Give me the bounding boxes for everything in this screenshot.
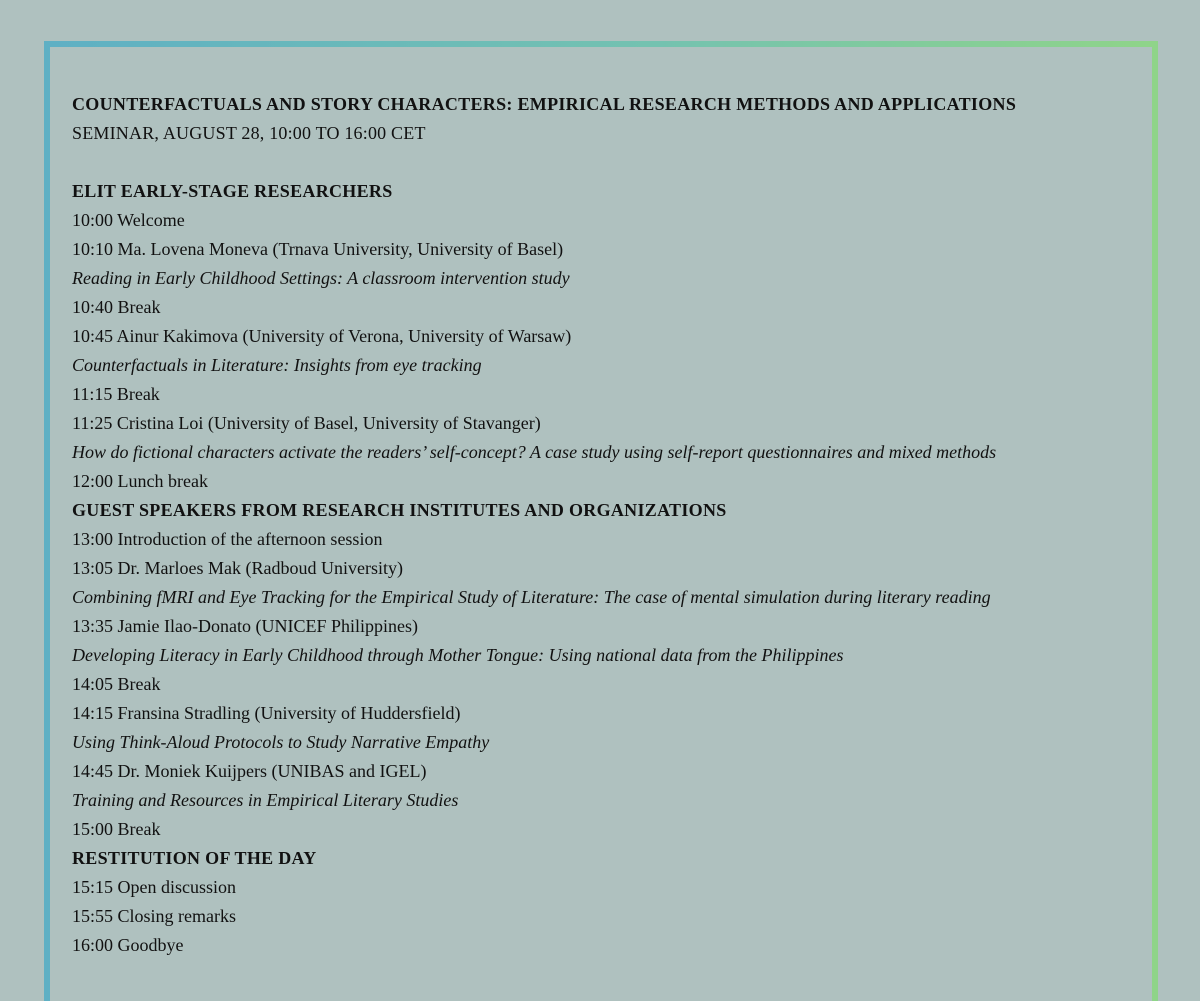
talk-title: Using Think-Aloud Protocols to Study Narrative Empathy	[72, 732, 490, 752]
talk-title: Combining fMRI and Eye Tracking for the Empirical Study of Literature: The case of mental simulation during literary reading	[72, 587, 991, 607]
schedule-item: 12:00 Lunch break	[72, 471, 208, 491]
schedule-item: 16:00 Goodbye	[72, 935, 184, 955]
schedule-item: 11:15 Break	[72, 384, 160, 404]
schedule-item: 13:00 Introduction of the afternoon session	[72, 529, 383, 549]
talk-title: Training and Resources in Empirical Literary Studies	[72, 790, 459, 810]
schedule-item: 10:00 Welcome	[72, 210, 185, 230]
schedule-item: 10:45 Ainur Kakimova (University of Verona, University of Warsaw)	[72, 326, 572, 346]
schedule-item: 13:05 Dr. Marloes Mak (Radboud University)	[72, 558, 403, 578]
schedule-item: 13:35 Jamie Ilao-Donato (UNICEF Philippines)	[72, 616, 418, 636]
schedule-item: 15:00 Break	[72, 819, 161, 839]
program-content	[72, 90, 1172, 960]
schedule-item: 11:25 Cristina Loi (University of Basel, University of Stavanger)	[72, 413, 541, 433]
talk-title: Reading in Early Childhood Settings: A classroom intervention study	[72, 268, 570, 288]
schedule-item: 14:45 Dr. Moniek Kuijpers (UNIBAS and IGEL)	[72, 761, 427, 781]
spacer	[72, 148, 1172, 177]
section-heading-restitution: RESTITUTION OF THE DAY	[72, 848, 317, 868]
schedule-item: 14:15 Fransina Stradling (University of Huddersfield)	[72, 703, 461, 723]
section-heading-early-stage: ELIT EARLY-STAGE RESEARCHERS	[72, 181, 393, 201]
schedule-item: 15:55 Closing remarks	[72, 906, 236, 926]
schedule-item: 10:10 Ma. Lovena Moneva (Trnava University, University of Basel)	[72, 239, 564, 259]
talk-title: Developing Literacy in Early Childhood through Mother Tongue: Using national data from the Philippines	[72, 645, 844, 665]
talk-title: How do fictional characters activate the readers’ self-concept? A case study using self-report questionnaires and mixed methods	[72, 442, 997, 462]
page-subtitle: SEMINAR, AUGUST 28, 10:00 TO 16:00 CET	[72, 123, 426, 143]
section-heading-guest-speakers: GUEST SPEAKERS FROM RESEARCH INSTITUTES AND ORGANIZATIONS	[72, 500, 727, 520]
page-title: COUNTERFACTUALS AND STORY CHARACTERS: EMPIRICAL RESEARCH METHODS AND APPLICATIONS	[72, 94, 1017, 114]
talk-title: Counterfactuals in Literature: Insights from eye tracking	[72, 355, 482, 375]
schedule-item: 14:05 Break	[72, 674, 161, 694]
schedule-item: 15:15 Open discussion	[72, 877, 236, 897]
schedule-item: 10:40 Break	[72, 297, 161, 317]
